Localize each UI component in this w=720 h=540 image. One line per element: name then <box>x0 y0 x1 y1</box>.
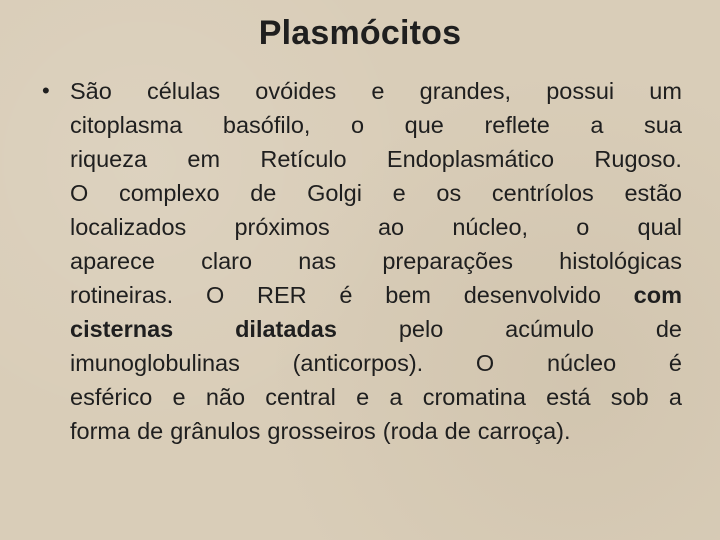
word: carroça). <box>477 418 571 444</box>
word: um <box>649 78 682 104</box>
text-line <box>70 346 682 380</box>
word: (anticorpos). <box>292 350 424 376</box>
word: estão <box>624 180 682 206</box>
word: não <box>205 384 246 410</box>
word: preparações <box>382 248 513 274</box>
word: de <box>250 180 277 206</box>
word: de <box>655 316 682 342</box>
word: claro <box>201 248 253 274</box>
word: núcleo, <box>452 214 529 240</box>
word: acúmulo <box>505 316 594 342</box>
word: rotineiras. <box>70 282 174 308</box>
word: O <box>70 180 89 206</box>
word: pelo <box>398 316 444 342</box>
word: em <box>187 146 221 172</box>
text-line <box>70 244 682 278</box>
text-line <box>70 380 682 414</box>
word: possui <box>546 78 615 104</box>
word: reflete <box>484 112 550 138</box>
word: Retículo <box>260 146 347 172</box>
word: está <box>546 384 591 410</box>
word: núcleo <box>546 350 617 376</box>
word: cisternas <box>70 316 174 342</box>
text-line <box>70 312 682 346</box>
text-line <box>70 142 682 176</box>
word: histológicas <box>559 248 682 274</box>
word: grânulos <box>170 418 261 444</box>
word: complexo <box>118 180 220 206</box>
word: imunoglobulinas <box>70 350 240 376</box>
text-line <box>70 74 682 108</box>
word: o <box>351 112 365 138</box>
word: é <box>668 350 682 376</box>
word: a <box>590 112 604 138</box>
word: sua <box>644 112 682 138</box>
word: bem <box>385 282 431 308</box>
text-line <box>70 414 682 448</box>
bullet-item <box>42 74 682 448</box>
slide-title: Plasmócitos <box>258 14 462 52</box>
word: citoplasma <box>70 112 183 138</box>
word: São <box>70 78 112 104</box>
word: nas <box>298 248 337 274</box>
word: grandes, <box>419 78 512 104</box>
word: Rugoso. <box>594 146 682 172</box>
word: e <box>356 384 370 410</box>
word: com <box>633 282 682 308</box>
word: (roda <box>382 418 438 444</box>
word: é <box>339 282 353 308</box>
word: de <box>137 418 164 444</box>
bullet-icon: • <box>42 78 50 103</box>
slide-body <box>42 74 682 448</box>
word: de <box>444 418 471 444</box>
text-line <box>70 176 682 210</box>
word: central <box>265 384 336 410</box>
text-line <box>70 210 682 244</box>
word: basófilo, <box>222 112 311 138</box>
word: células <box>146 78 221 104</box>
word: a <box>668 384 682 410</box>
word: desenvolvido <box>463 282 601 308</box>
word: riqueza <box>70 146 148 172</box>
word: O <box>205 282 225 308</box>
word: que <box>404 112 444 138</box>
word: o <box>576 214 590 240</box>
word: localizados <box>70 214 187 240</box>
word: centríolos <box>491 180 594 206</box>
word: ovóides <box>255 78 337 104</box>
word: Endoplasmático <box>386 146 555 172</box>
word: próximos <box>234 214 330 240</box>
word: qual <box>637 214 682 240</box>
word: sob <box>610 384 649 410</box>
word: e <box>172 384 186 410</box>
text-line <box>70 108 682 142</box>
word: dilatadas <box>235 316 337 342</box>
word: cromatina <box>422 384 526 410</box>
bullet-text <box>70 74 682 448</box>
word: Golgi <box>307 180 362 206</box>
word: ao <box>377 214 405 240</box>
text-line <box>70 278 682 312</box>
word: RER <box>257 282 307 308</box>
word: os <box>436 180 462 206</box>
word: e <box>371 78 385 104</box>
word: O <box>475 350 495 376</box>
word: forma <box>70 418 131 444</box>
word: aparece <box>70 248 155 274</box>
word: a <box>389 384 403 410</box>
word: e <box>392 180 406 206</box>
word: esférico <box>70 384 153 410</box>
word: grosseiros <box>267 418 376 444</box>
